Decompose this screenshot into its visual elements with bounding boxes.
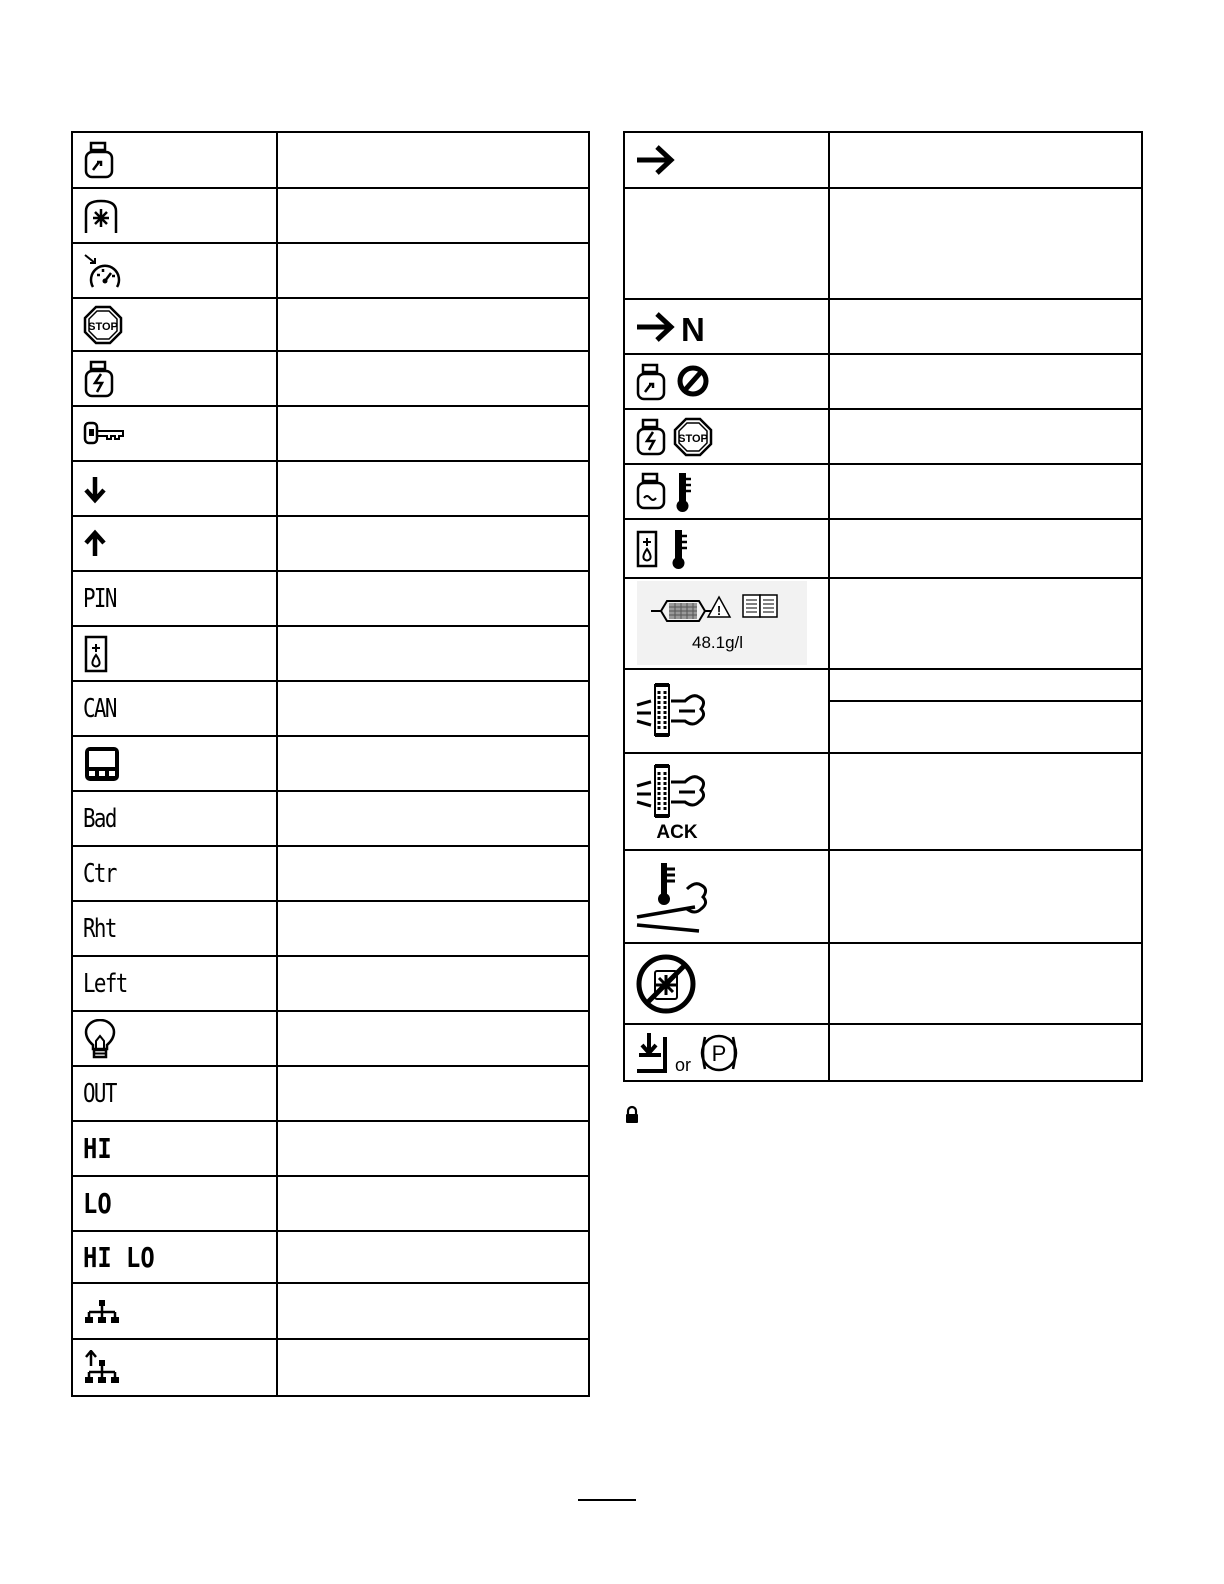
- engine-fan-icon: [73, 189, 278, 242]
- description-cell: [830, 189, 1141, 298]
- description-cell: [278, 847, 588, 900]
- arrow-down-icon: [73, 462, 278, 515]
- description-cell: [278, 517, 588, 570]
- table-row: [73, 957, 588, 1012]
- description-cell: [278, 1177, 588, 1230]
- svg-text:N: N: [681, 310, 705, 344]
- blank-icon-cell: [625, 189, 830, 298]
- table-row: [73, 189, 588, 244]
- table-row: [73, 737, 588, 792]
- description-cell: [278, 189, 588, 242]
- arrow-right-icon: [625, 133, 830, 187]
- svg-text:P: P: [711, 1040, 727, 1066]
- description-cell: [278, 299, 588, 350]
- footer-rule: [578, 1499, 636, 1501]
- table-row: [625, 355, 1141, 410]
- arrow-right-neutral-icon: [625, 300, 830, 353]
- description-cell: [278, 1284, 588, 1338]
- table-row: [73, 1177, 588, 1232]
- table-row: [625, 189, 1141, 300]
- network-icon: [73, 1284, 278, 1338]
- description-cell: [278, 572, 588, 625]
- description-cell: [278, 957, 588, 1010]
- key-icon: [73, 407, 278, 460]
- table-row: [73, 1232, 588, 1284]
- table-row: [625, 133, 1141, 189]
- no-fan-icon: [625, 944, 830, 1023]
- table-row: [625, 754, 1141, 851]
- description-cell: [830, 579, 1141, 668]
- description-cell: [278, 1067, 588, 1120]
- table-row: [73, 847, 588, 902]
- description-cell: [278, 1232, 588, 1282]
- left-symbol: Left: [73, 957, 278, 1010]
- table-row: [625, 520, 1141, 579]
- hi-lo-symbol: HI LO: [73, 1232, 278, 1282]
- svg-text:ACK: ACK: [656, 821, 698, 842]
- left-symbol-table: [71, 131, 590, 1397]
- table-row: [73, 1340, 588, 1395]
- table-row: [73, 517, 588, 572]
- table-row: [73, 133, 588, 189]
- table-row: [625, 410, 1141, 465]
- hydraulic-temperature-icon: [625, 520, 830, 577]
- description-cell: [830, 754, 1141, 849]
- table-row: [73, 627, 588, 682]
- svg-text:STOP: STOP: [678, 432, 708, 445]
- table-row: [625, 851, 1141, 944]
- table-row: [73, 1122, 588, 1177]
- table-row: [625, 579, 1141, 670]
- rht-symbol: Rht: [73, 902, 278, 955]
- table-row: [73, 682, 588, 737]
- description-cell: [830, 355, 1141, 408]
- table-row: [73, 792, 588, 847]
- right-symbol-table: [623, 131, 1143, 1082]
- engine-stop-icon: [625, 410, 830, 463]
- hi-symbol: HI: [73, 1122, 278, 1175]
- description-cell: [830, 944, 1141, 1023]
- table-row: [73, 1012, 588, 1067]
- park-brake-icon: [625, 1025, 830, 1080]
- engine-wrench-icon: [73, 133, 278, 187]
- description-cell: [278, 244, 588, 297]
- table-row: [625, 300, 1141, 355]
- out-symbol: OUT: [73, 1067, 278, 1120]
- description-cell: [278, 1340, 588, 1395]
- table-row: [73, 572, 588, 627]
- table-row: [73, 1067, 588, 1122]
- description-cell: [278, 737, 588, 790]
- bad-symbol: Bad: [73, 792, 278, 845]
- description-cell: [278, 902, 588, 955]
- lock-icon: [624, 1105, 640, 1125]
- controller-icon: [73, 737, 278, 790]
- description-cell: [278, 1012, 588, 1065]
- table-row: [73, 352, 588, 407]
- table-row: [73, 902, 588, 957]
- svg-text:!: !: [716, 603, 722, 618]
- description-cell: [830, 851, 1141, 942]
- table-row: [625, 944, 1141, 1025]
- svg-text:STOP: STOP: [88, 320, 118, 333]
- description-cell: [278, 682, 588, 735]
- lo-symbol: LO: [73, 1177, 278, 1230]
- dpf-regen-icon: [625, 670, 830, 752]
- stop-icon: [73, 299, 278, 350]
- bulb-icon: [73, 1012, 278, 1065]
- description-cell: [278, 352, 588, 405]
- ctr-symbol: Ctr: [73, 847, 278, 900]
- description-cell: [278, 407, 588, 460]
- can-symbol: CAN: [73, 682, 278, 735]
- table-row: [73, 462, 588, 517]
- exhaust-temperature-icon: [625, 851, 830, 942]
- table-row: [625, 465, 1141, 520]
- description-cell: [830, 410, 1141, 463]
- description-cell: [278, 792, 588, 845]
- description-cell: [830, 465, 1141, 518]
- engine-temperature-icon: [625, 465, 830, 518]
- table-row: [73, 244, 588, 299]
- dpf-warning-manual-icon: ! 48.1g/l: [625, 579, 830, 668]
- network-up-icon: [73, 1340, 278, 1395]
- hydraulic-fluid-icon: [73, 627, 278, 680]
- pin-symbol: PIN: [73, 572, 278, 625]
- arrow-up-icon: [73, 517, 278, 570]
- description-cell: [830, 520, 1141, 577]
- svg-text:or: or: [675, 1054, 692, 1075]
- table-row: [73, 407, 588, 462]
- description-cell: [830, 300, 1141, 353]
- table-row: [73, 299, 588, 352]
- description-cell: [830, 1025, 1141, 1080]
- engine-prohibited-icon: [625, 355, 830, 408]
- description-sub-cell: [830, 670, 1141, 702]
- description-cell: [278, 133, 588, 187]
- description-cell: [278, 462, 588, 515]
- description-cell: [830, 670, 1141, 752]
- dpf-regen-ack-icon: [625, 754, 830, 849]
- description-cell: [278, 627, 588, 680]
- table-row: [625, 1025, 1141, 1080]
- description-cell: [830, 133, 1141, 187]
- description-cell: [278, 1122, 588, 1175]
- engine-lightning-icon: [73, 352, 278, 405]
- table-row: [625, 670, 1141, 754]
- speedometer-icon: [73, 244, 278, 297]
- table-row: [73, 1284, 588, 1340]
- description-sub-cell: [830, 702, 1141, 752]
